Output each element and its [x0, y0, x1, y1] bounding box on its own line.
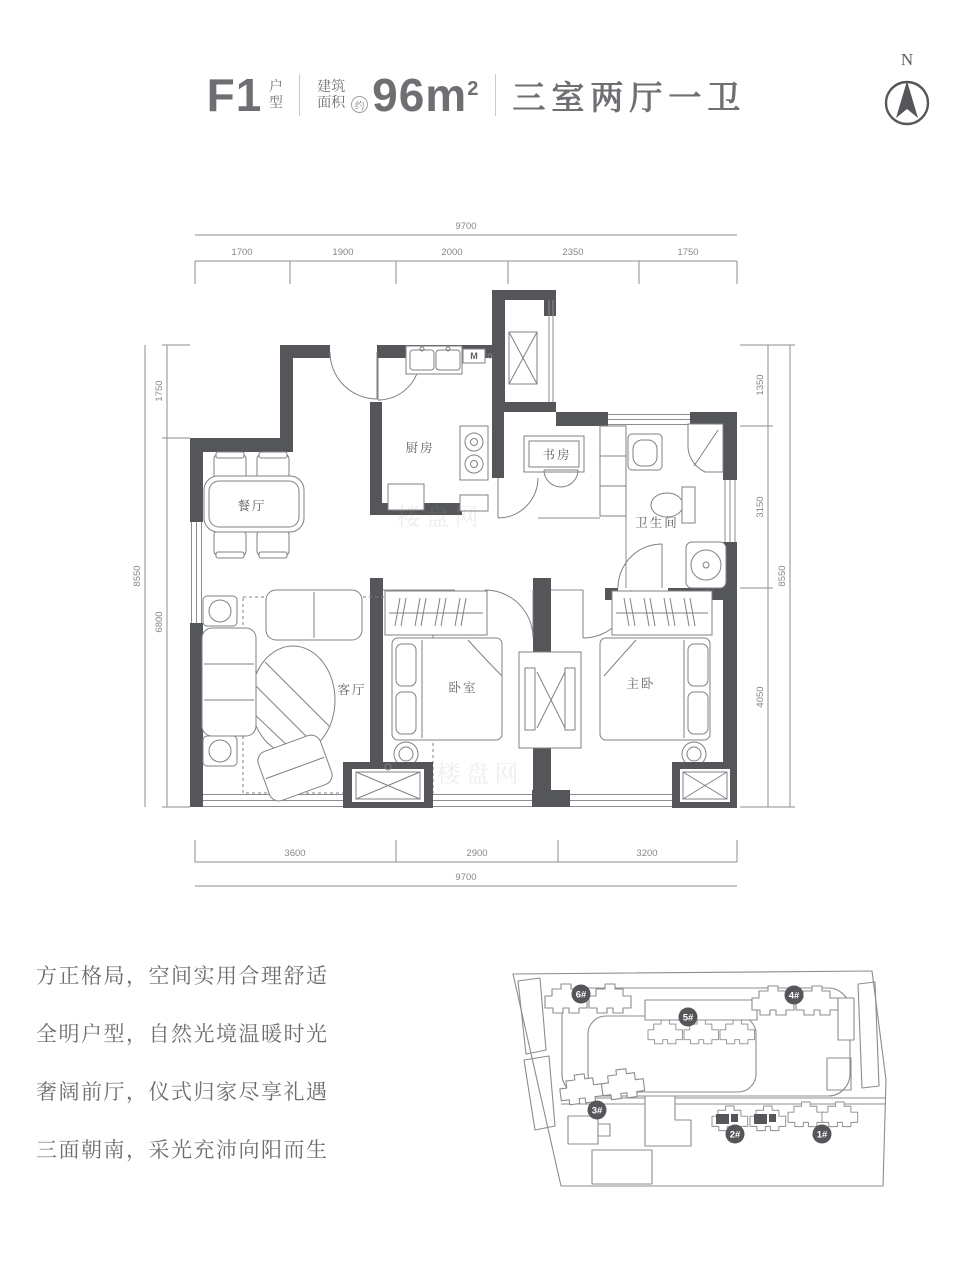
study-furniture	[524, 426, 626, 516]
svg-text:8550: 8550	[777, 565, 788, 587]
svg-text:3600: 3600	[284, 848, 306, 859]
title-divider	[299, 74, 300, 116]
page-title	[0, 68, 953, 122]
siteplan-drawing	[500, 950, 930, 1210]
site-buildings	[545, 984, 858, 1184]
selling-points	[36, 966, 329, 1198]
master-bedroom-furniture	[600, 591, 712, 766]
area-prefix: 建筑面积	[317, 78, 346, 110]
svg-text:9700: 9700	[455, 221, 477, 232]
svg-text:1750: 1750	[677, 247, 699, 258]
svg-text:8550: 8550	[132, 565, 143, 587]
svg-text:2350: 2350	[562, 247, 584, 258]
svg-text:1700: 1700	[231, 247, 253, 258]
svg-text:4050: 4050	[755, 686, 766, 708]
svg-text:2000: 2000	[441, 247, 463, 258]
svg-text:1750: 1750	[154, 380, 165, 402]
selling-point-line: 全明户型，自然光境温暖时光	[36, 1023, 329, 1047]
floorplan-drawing	[130, 200, 820, 920]
svg-text:6800: 6800	[154, 611, 165, 633]
title-divider	[495, 74, 496, 116]
compass-icon	[878, 72, 936, 132]
room-label-bedroom: 卧室	[448, 681, 478, 695]
elevator-shaft	[509, 332, 537, 384]
building-badge-3: 3#	[591, 1105, 603, 1117]
room-label-living: 客厅	[337, 683, 367, 697]
bathroom-fixtures	[628, 424, 726, 588]
room-label-kitchen: 厨房	[405, 441, 435, 455]
svg-text:2900: 2900	[466, 848, 488, 859]
plan-code: F1	[206, 69, 263, 121]
svg-text:9700: 9700	[455, 872, 477, 883]
built-in-closet	[519, 652, 581, 748]
room-label-study: 书房	[542, 448, 572, 462]
svg-text:1350: 1350	[755, 374, 766, 396]
north-label: N	[900, 50, 914, 69]
north-compass	[878, 50, 936, 137]
room-label-dining: 餐厅	[237, 499, 267, 513]
building-badge-5: 5#	[682, 1012, 694, 1024]
svg-text:3150: 3150	[755, 496, 766, 518]
building-badge-2: 2#	[729, 1129, 741, 1141]
bedroom-furniture	[385, 591, 502, 766]
selling-point-line: 奢阔前厅，仪式归家尽享礼遇	[36, 1081, 329, 1105]
plan-type-label: 户型	[268, 78, 283, 110]
room-label-master-bedroom: 主卧	[626, 677, 656, 691]
svg-text:1900: 1900	[332, 247, 354, 258]
area-value: $96m^2$	[372, 69, 480, 121]
selling-point-line: 三面朝南，采光充沛向阳而生	[36, 1139, 329, 1163]
svg-text:3200: 3200	[636, 848, 658, 859]
watermark: 楼盘网	[396, 504, 484, 531]
approx-mark: 约	[351, 96, 368, 113]
ac-unit-left	[343, 762, 433, 808]
kitchen-fixtures	[388, 346, 488, 511]
svg-text:M: M	[470, 351, 478, 361]
selling-point-line: 方正格局，空间实用合理舒适	[36, 965, 329, 988]
building-badge-6: 6#	[575, 989, 587, 1001]
rooms-summary: 三室两厅一卫	[512, 78, 747, 116]
room-label-bathroom: 卫生间	[635, 516, 679, 530]
building-badge-4: 4#	[788, 990, 800, 1002]
watermark: 楼盘网	[436, 761, 524, 788]
building-badge-1: 1#	[816, 1129, 828, 1141]
ac-unit-right	[672, 762, 737, 808]
